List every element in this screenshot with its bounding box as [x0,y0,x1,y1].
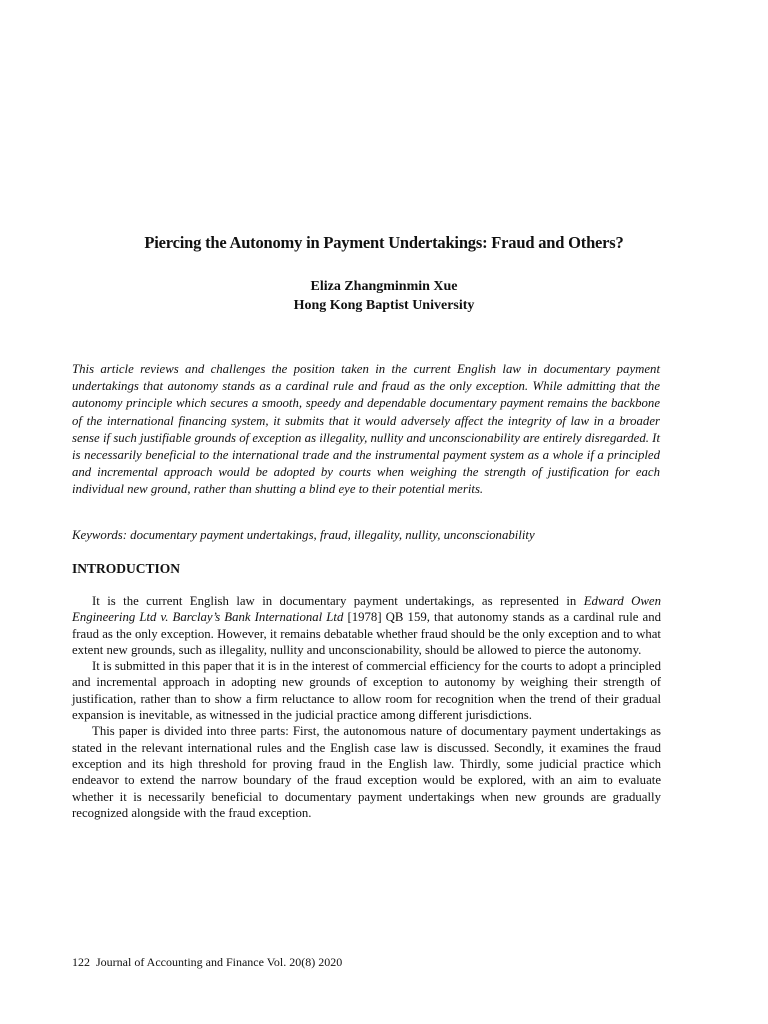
page-number: 122 [72,955,90,969]
keywords: Keywords: documentary payment undertakings, fraud, illegality, nullity, unconscionability [72,528,535,542]
paragraph-3: This paper is divided into three parts: First, the autonomous nature of documentary payment undertakings as stated in the relevant international rules and the English case law is discussed. Secondly, it examines the fraud exception and its high threshold for proving fraud in the English law. Thirdly, some judicial practice which endeavor to extend the narrow boundary of the fraud exception would be explored, with an aim to evaluate whether it is necessarily beneficial to documentary payment undertakings when new grounds are gradually recognized alongside with the fraud exception. [72,724,661,820]
page-footer [72,955,342,970]
paragraph-1-text-a: It is the current English law in documentary payment undertakings, as represented in [92,594,584,608]
abstract: This article reviews and challenges the position taken in the current English law in documentary payment undertakings that autonomy stands as a cardinal rule and fraud as the only exception. While admitting that the autonomy principle which secures a smooth, speedy and dependable documentary payment remains the backbone of the international financing system, it submits that it would adversely affect the integrity of law in a broader sense if such justifiable grounds of exception as illegality, nullity and unconscionability are entirely disregarded. It is necessarily beneficial to the international trade and the instrumental payment system as a whole if a principled and incremental approach would be adopted by courts when weighing the strength of justification for each individual new ground, rather than shutting a blind eye to their potential merits. [72,362,660,497]
paragraph-1 [72,593,661,658]
author-name: Eliza Zhangminmin Xue [310,279,458,294]
author-block [0,277,768,315]
paragraph-2: It is submitted in this paper that it is in the interest of commercial efficiency for the courts to adopt a principled and incremental approach in adopting new grounds of exception to autonomy by weighing their strength of justification, rather than to show a firm reluctance to allow room for recognition when the trend of their gradual expansion is inevitable, as witnessed in the judicial practice among different jurisdictions. [72,659,661,723]
journal-citation: Journal of Accounting and Finance Vol. 20(8) 2020 [96,955,343,969]
case-citation: Edward Owen Engineering Ltd v. Barclay’s Bank International Ltd [72,594,661,625]
author-affiliation: Hong Kong Baptist University [293,298,475,313]
paragraph-1-text-b: [1978] QB 159, that autonomy stands as a cardinal rule and fraud as the only exception. However, it remains debatable whether fraud should be the only exception and to what extent new grounds, such as illegality, nullity and unconscionability, should be allowed to pierce the autonomy. [72,610,662,657]
section-heading-introduction: INTRODUCTION [72,561,181,576]
paper-title: Piercing the Autonomy in Payment Undertakings: Fraud and Others? [144,233,624,252]
body-text [72,593,661,821]
